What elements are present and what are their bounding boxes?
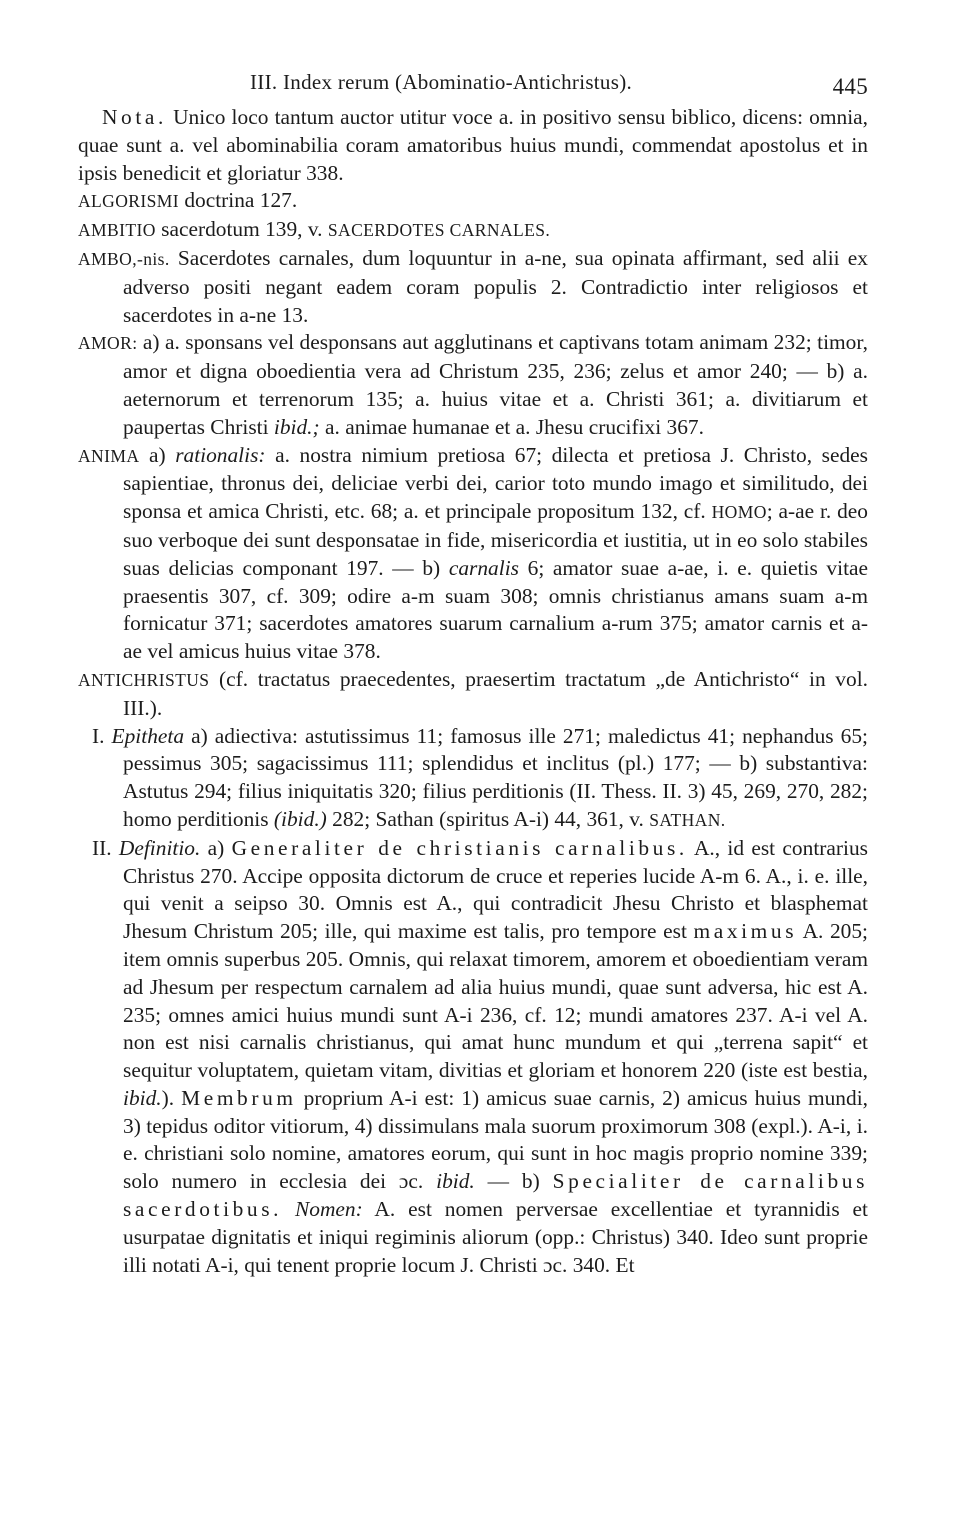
subentry-number: I. bbox=[92, 723, 105, 748]
entry-text: a) bbox=[200, 835, 232, 860]
entry-text: sacerdotum 139, v. bbox=[155, 217, 328, 242]
subentry-title: Definitio. bbox=[118, 835, 201, 860]
entry-italic: (ibid.) bbox=[273, 806, 327, 831]
entry-headword: ANIMA bbox=[78, 445, 140, 466]
entry-text: proprium A-i est: 1) amicus suae carnis, 2) amicus huius mundi, 3) tepidus oditor vitiorum, 4) dissimulans mala suorum proximorum 308 (expl.). A-i, i. e. christiani solo nomine, amatores eorum, qui sunt in hoc magis proprio nomine 339; solo numero in ecclesia dei ɔc. bbox=[123, 1085, 868, 1194]
entry-amor bbox=[78, 329, 868, 441]
entry-text: ; a-ae r. deo suo verboque dei sunt desponsatae in fide, misericordia et iustitia, ut in eo solo stabiles suas delicias componant 197. — b) bbox=[123, 499, 868, 580]
entry-nota bbox=[78, 104, 868, 187]
entry-headword: ALGORISMI bbox=[78, 191, 179, 212]
entry-headword: AMBO,-nis. bbox=[78, 248, 170, 269]
entry-text: 6; amator suae a-ae, i. e. quietis vitae praesentis 307, cf. 309; odire a-m suam 308; omnis christianus amans suam a-m fornicatur 371; sacerdotes amatores suarum carnalium a-rum 375; amator carnis et a-ae vel amicus huius vitae 378. bbox=[123, 555, 868, 664]
entry-italic: ibid.; bbox=[273, 414, 320, 439]
entry-text: ). bbox=[161, 1085, 182, 1110]
entry-italic: ibid. bbox=[436, 1169, 475, 1194]
spaced-heading: Generaliter de christianis carnalibus. bbox=[231, 835, 688, 860]
entry-headword: ANTICHRISTUS bbox=[78, 669, 210, 690]
page bbox=[78, 60, 868, 1279]
entry-text: a) a. sponsans vel desponsans aut agglutinans et captivans totam animam 232; timor, amor et digna oboedientia vera ad Christum 235, 236; zelus et amor 240; — b) a. aeternorum et terrenorum 135; a. huius vitae et a. Christi 361; a. divitiarum et paupertas Christi bbox=[123, 330, 868, 439]
subentry-title: Epitheta bbox=[111, 723, 185, 748]
subentry-number: II. bbox=[92, 835, 112, 860]
entry-text: Sacerdotes carnales, dum loquuntur in a-ne, sua opinata affirmant, sed alii ex adverso positi negant eadem coram populis 2. Contradictio inter religiosos et sacerdotes in a-ne 13. bbox=[123, 245, 868, 327]
subentry-epitheta bbox=[78, 723, 868, 835]
spaced-word: Membrum bbox=[181, 1085, 297, 1110]
entry-text: doctrina 127. bbox=[179, 188, 298, 213]
page-number: 445 bbox=[832, 74, 868, 99]
spaced-word: maximus bbox=[693, 919, 798, 944]
entry-text: a) bbox=[139, 442, 176, 467]
entry-text: A. 205; item omnis superbus 205. Omnis, qui relaxat timorem, amorem et oboedientiam veram ad Jhesum per respectum carnalem ad alia huius mundi, quae sunt adversa, hic est A. 235; omnes amici huius mundi sunt A-i 236, cf. 12; mundi amatores 237. A-i vel A. non est nisi carnalis christianus, qui amat hunc mundum et qui „terrena sapit“ et sequitur voluptatem, quietam vitam, divitias et gloriam et honorem 220 (iste est bestia, bbox=[123, 919, 868, 1083]
entry-ambo bbox=[78, 245, 868, 329]
cross-reference: SATHAN. bbox=[649, 809, 726, 830]
entry-anima bbox=[78, 442, 868, 666]
index-entries bbox=[78, 104, 868, 1279]
spaced-heading: Specialiter de carnalibus sacerdotibus. bbox=[123, 1169, 868, 1222]
running-title: III. Index rerum (Abominatio-Antichristus). bbox=[250, 70, 633, 94]
entry-text: A., id est contrarius Christus 270. Accipe opposita dictorum de cruce et reperies lucide A-m 6. A., i. e. ille, qui venit a seipso 30. Omnis est A., qui contradicit Jhesu Christo et blasphemat Jhesum Christum 205; ille, qui maxime est talis, pro tempore est bbox=[123, 835, 868, 944]
entry-text: — b) bbox=[474, 1169, 553, 1194]
subentry-definitio bbox=[78, 835, 868, 1280]
entry-italic: ibid. bbox=[123, 1085, 162, 1110]
entry-headword: AMBITIO bbox=[78, 220, 156, 241]
entry-ambitio bbox=[78, 216, 868, 245]
entry-italic: Nomen: bbox=[294, 1197, 363, 1222]
entry-headword: AMOR: bbox=[78, 333, 138, 354]
entry-text: a. animae humanae et a. Jhesu crucifixi 367. bbox=[319, 414, 704, 439]
entry-text: a) adiectiva: astutissimus 11; famosus ille 271; maledictus 41; nephandus 65; pessimus 305; sagacissimus 111; splendidus et inclitus (pl.) 177; — b) substantiva: Astutus 294; filius iniquitatis 320; filius perditionis (II. Thess. II. 3) 45, 269, 270, 282; homo perditionis bbox=[123, 723, 868, 831]
entry-italic: rationalis: bbox=[175, 442, 266, 467]
entry-algorismi bbox=[78, 187, 868, 216]
entry-text: A. est nomen perversae excellentiae et tyrannidis et usurpatae dignitatis et iniqui regiminis aliorum (opp.: Christus) 340. Ideo sunt proprie illi notati A-i, qui tenent proprie locum J. Christi ɔc. 340. Et bbox=[123, 1197, 868, 1277]
entry-italic: carnalis bbox=[448, 555, 519, 580]
running-head bbox=[78, 60, 868, 104]
entry-text: a. nostra nimium pretiosa 67; dilecta et pretiosa J. Christo, sedes sapientiae, thronus dei, deliciae verbi dei, carior toto mundo imago et similitudo, dei sponsa et amica Christi, etc. 68; a. et principale propositum 132, cf. bbox=[123, 442, 868, 524]
cross-reference: HOMO bbox=[711, 502, 767, 523]
cross-reference: SACERDOTES CARNALES. bbox=[327, 220, 551, 241]
nota-label: Nota. bbox=[102, 105, 167, 129]
entry-antichristus bbox=[78, 666, 868, 723]
entry-text: (cf. tractatus praecedentes, praesertim tractatum „de Antichristo“ in vol. III.). bbox=[123, 666, 868, 720]
nota-text: Unico loco tantum auctor utitur voce a. in positivo sensu biblico, dicens: omnia, quae sunt a. vel abominabilia coram amatoribus huius mundi, commendat apostolus et in ipsis benedicit et gloriatur 338. bbox=[78, 105, 868, 185]
entry-text: 282; Sathan (spiritus A-i) 44, 361, v. bbox=[326, 806, 650, 831]
